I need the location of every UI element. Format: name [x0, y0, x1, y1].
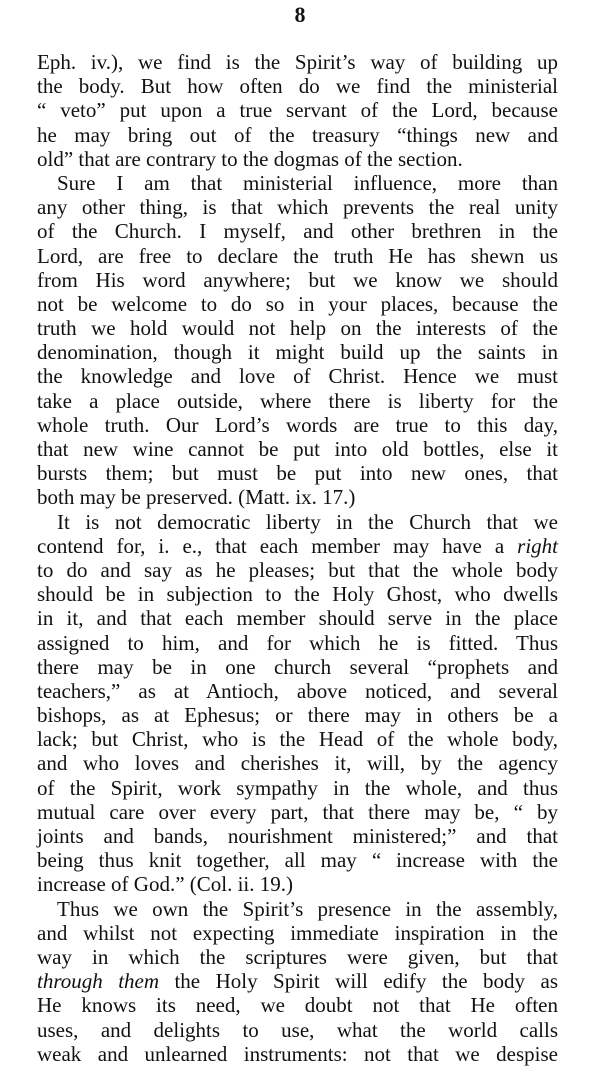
text-line: denomination, though it might build up the saints in: [37, 340, 558, 365]
text-line: “ veto” put upon a true servant of the Lord, because: [37, 98, 558, 123]
italic-emphasis: right: [517, 533, 558, 558]
text-line: take a place outside, where there is liberty for the: [37, 388, 558, 413]
text-line: whole truth. Our Lord’s words are true to this day,: [37, 412, 558, 437]
text-line: uses, and delights to use, what the world calls: [37, 1017, 558, 1042]
text-line: the knowledge and love of Christ. Hence we must: [37, 364, 558, 389]
text-line: Thus we own the Spirit’s presence in the assembly,: [57, 896, 558, 921]
text-line: should be in subjection to the Holy Ghost, who dwells: [37, 582, 558, 607]
text-line: teachers,” as at Antioch, above noticed, and several: [37, 678, 558, 703]
text-line: not be welcome to do so in your places, because the: [37, 291, 558, 316]
text-line: any other thing, is that which prevents the real unity: [37, 195, 558, 220]
text-line: assigned to him, and for which he is fitted. Thus: [37, 630, 558, 655]
page-number: 8: [294, 2, 306, 27]
text-line: to do and say as he pleases; but that the whole body: [37, 557, 558, 582]
text-line: he may bring out of the treasury “things new and: [37, 122, 558, 147]
text-line: lack; but Christ, who is the Head of the whole body,: [37, 727, 558, 752]
text-line: increase of God.” (Col. ii. 19.): [37, 872, 294, 897]
text-line: of the Church. I myself, and other brethren in the: [37, 219, 558, 244]
text-line: the body. But how often do we find the ministerial: [37, 74, 558, 99]
text-line: Sure I am that ministerial influence, more than: [57, 170, 558, 195]
text-line: both may be preserved. (Matt. ix. 17.): [37, 485, 356, 510]
text-line: being thus knit together, all may “ increase with the: [37, 848, 558, 873]
text-line: weak and unlearned instruments: not that we despise: [37, 1041, 558, 1066]
text-line: old” that are contrary to the dogmas of the section.: [37, 146, 463, 171]
text-line: bishops, as at Ephesus; or there may in others be a: [37, 703, 558, 728]
text-line: joints and bands, nourishment ministered;” and that: [37, 824, 558, 848]
text-line: through them the Holy Spirit will edify the body as: [37, 969, 558, 994]
text-line: He knows its need, we doubt not that He often: [37, 993, 558, 1018]
text-line: and whilst not expecting immediate inspiration in the: [37, 920, 558, 945]
text-line: bursts them; but must be put into new ones, that: [37, 461, 558, 486]
text-line: there may be in one church several “prophets and: [37, 654, 558, 679]
text-line: from His word anywhere; but we know we should: [37, 267, 558, 292]
text-line: It is not democratic liberty in the Church that we: [57, 509, 558, 534]
text-line: way in which the scriptures were given, but that: [37, 944, 558, 969]
text-line: and who loves and cherishes it, will, by the agency: [37, 751, 558, 776]
text-line: mutual care over every part, that there may be, “ by: [37, 799, 558, 824]
italic-emphasis: through them: [37, 969, 160, 994]
text-line: of the Spirit, work sympathy in the whole, and thus: [37, 775, 558, 800]
text-line: contend for, i. e., that each member may have a right: [37, 533, 558, 558]
text-line: that new wine cannot be put into old bottles, else it: [37, 437, 558, 461]
text-line: in it, and that each member should serve in the place: [37, 606, 558, 631]
text-line: Eph. iv.), we find is the Spirit’s way of building up: [37, 50, 558, 74]
body-text: [37, 50, 558, 1066]
text-line: Lord, are free to declare the truth He has shewn us: [37, 243, 558, 268]
text-line: truth we hold would not help on the interests of the: [37, 316, 558, 341]
